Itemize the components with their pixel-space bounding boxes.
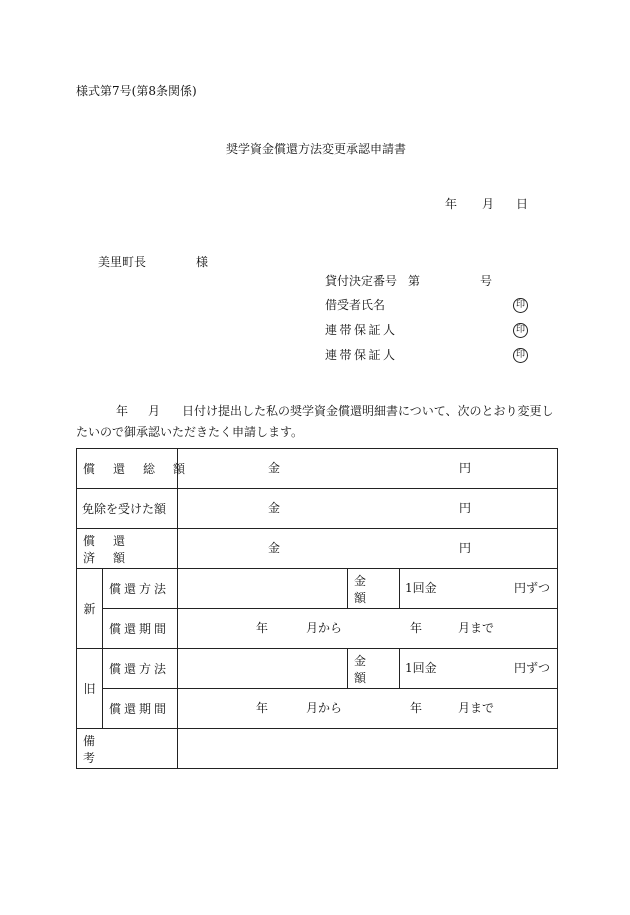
document-title: 奨学資金償還方法変更承認申請書	[226, 142, 407, 156]
old-period-year-from: 年	[256, 701, 269, 715]
date-year: 年	[445, 197, 458, 211]
body-line2: たいので御承認いただきたく申請します。	[76, 425, 304, 439]
new-per-time-suffix: 円ずつ	[514, 581, 551, 595]
form-number: 様式第7号(第8条関係)	[76, 84, 197, 98]
new-period-from: 月から	[306, 621, 343, 635]
body-month: 月	[148, 404, 161, 418]
body-year: 年	[116, 404, 129, 418]
old-period-from: 月から	[306, 701, 343, 715]
addressee-honorific: 様	[196, 255, 209, 269]
loan-number-suffix: 号	[480, 274, 493, 288]
paid-yen: 円	[459, 541, 472, 555]
new-period-year-from: 年	[256, 621, 269, 635]
old-period-year-to: 年	[410, 701, 423, 715]
row-total	[77, 449, 558, 489]
old-period-label-cell	[103, 689, 178, 729]
loan-number-prefix: 第	[408, 274, 421, 288]
date-day: 日	[516, 197, 529, 211]
row-exempt	[77, 489, 558, 529]
row-new-period	[77, 609, 558, 649]
exempt-label-cell	[77, 489, 178, 529]
new-amount-value-cell[interactable]	[400, 569, 558, 609]
exempt-yen: 円	[459, 501, 472, 515]
paid-kin: 金	[268, 541, 281, 555]
new-method-value-cell[interactable]	[178, 569, 348, 609]
old-method-value-cell[interactable]	[178, 649, 348, 689]
row-old-period	[77, 689, 558, 729]
remarks-label: 備考	[83, 733, 158, 765]
new-period-to: 月まで	[458, 621, 495, 635]
date-month: 月	[482, 197, 495, 211]
body-line1: 日付け提出した私の奨学資金償還明細書について、次のとおり変更し	[182, 404, 554, 418]
seal-mark-guarantor1: 印	[513, 323, 528, 338]
new-label-cell	[77, 569, 103, 649]
old-method-label-cell	[103, 649, 178, 689]
old-label: 旧	[83, 682, 96, 696]
new-label: 新	[83, 602, 96, 616]
old-method-label: 償還方法	[109, 662, 170, 676]
old-period-to: 月まで	[458, 701, 495, 715]
new-period-label-cell	[103, 609, 178, 649]
total-label: 償還総額	[83, 462, 204, 476]
exempt-kin: 金	[268, 501, 281, 515]
new-amount-label-cell	[348, 569, 400, 609]
row-remarks	[77, 729, 558, 769]
old-amount-label-cell	[348, 649, 400, 689]
row-paid	[77, 529, 558, 569]
new-method-label: 償還方法	[109, 582, 170, 596]
new-method-label-cell	[103, 569, 178, 609]
remarks-label-cell	[77, 729, 178, 769]
application-table	[76, 448, 558, 769]
row-new-method	[77, 569, 558, 609]
total-yen: 円	[459, 461, 472, 475]
new-per-time-prefix: 1回金	[405, 581, 437, 595]
seal-mark-guarantor2: 印	[513, 348, 528, 363]
paid-label-cell	[77, 529, 178, 569]
guarantor2-label: 連帯保証人	[325, 348, 398, 362]
new-period-year-to: 年	[410, 621, 423, 635]
guarantor1-label: 連帯保証人	[325, 323, 398, 337]
seal-mark-borrower: 印	[513, 298, 528, 313]
new-period-label: 償還期間	[109, 622, 170, 636]
borrower-name-text: 借受者氏名	[325, 298, 386, 312]
old-period-value-cell[interactable]	[178, 689, 558, 729]
old-period-label: 償還期間	[109, 702, 170, 716]
exempt-label: 免除を受けた額	[82, 502, 167, 516]
old-per-time-suffix: 円ずつ	[514, 661, 551, 675]
total-kin: 金	[268, 461, 281, 475]
new-amount-label: 金額	[354, 573, 381, 605]
total-label-cell	[77, 449, 204, 489]
paid-value-cell[interactable]	[178, 529, 558, 569]
remarks-value-cell[interactable]	[178, 729, 558, 769]
total-value-cell[interactable]	[178, 449, 558, 489]
row-old-method	[77, 649, 558, 689]
old-amount-value-cell[interactable]	[400, 649, 558, 689]
old-per-time-prefix: 1回金	[405, 661, 437, 675]
loan-number-label: 貸付決定番号	[325, 274, 398, 288]
borrower-name-label	[325, 298, 395, 312]
old-amount-label: 金額	[354, 653, 381, 685]
old-label-cell	[77, 649, 103, 729]
addressee-name: 美里町長	[98, 255, 147, 269]
exempt-value-cell[interactable]	[178, 489, 558, 529]
new-period-value-cell[interactable]	[178, 609, 558, 649]
paid-label: 償還済額	[83, 533, 144, 565]
